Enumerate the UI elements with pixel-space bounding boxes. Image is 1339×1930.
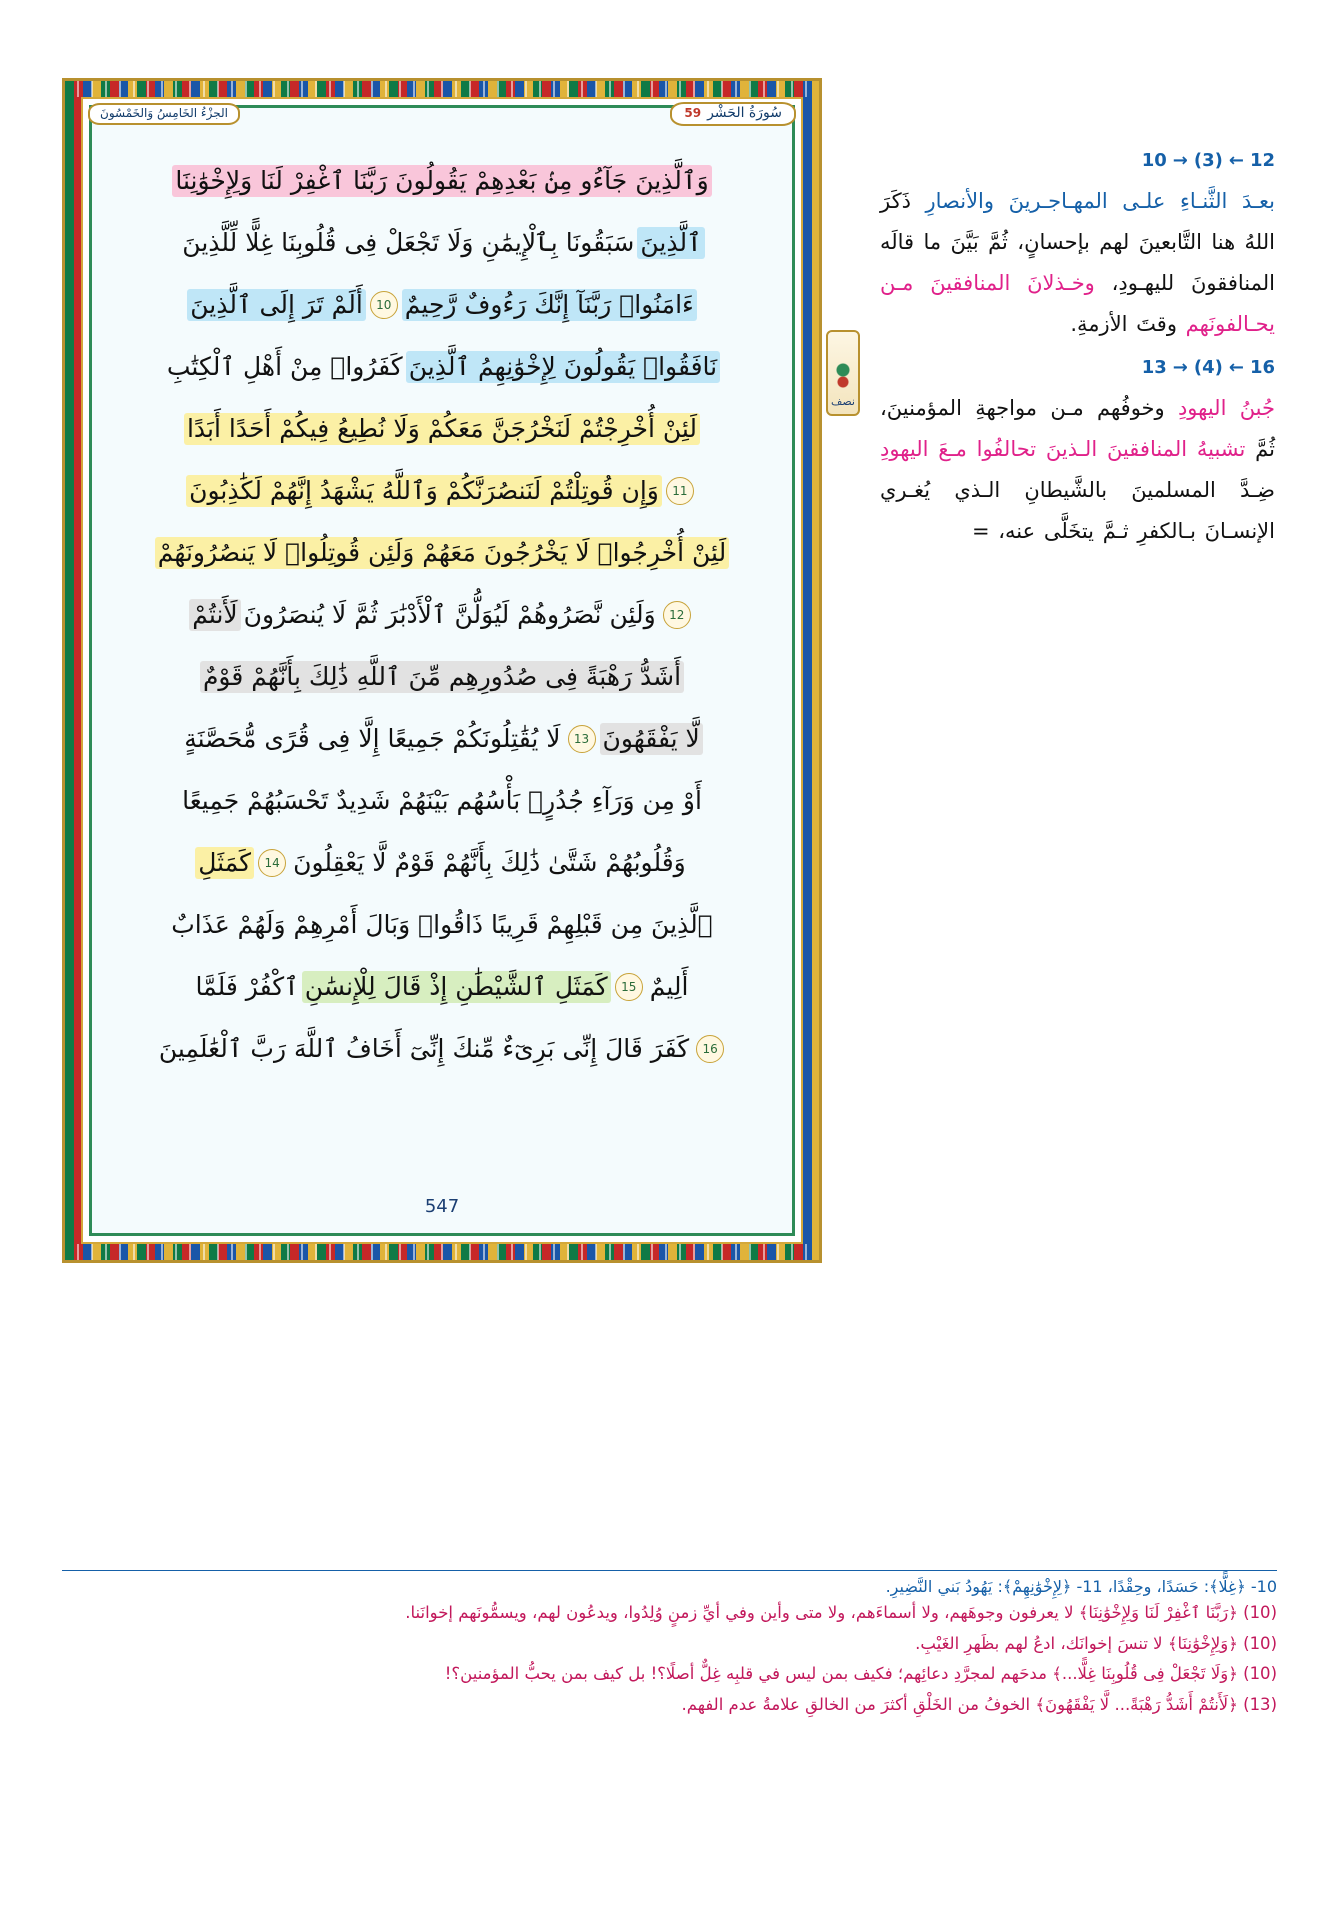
- quran-line: [92, 646, 792, 708]
- quran-line: [92, 212, 792, 274]
- footnotes-divider: [62, 1570, 1277, 1571]
- tafsir-run: بعـدَ الثَّنـاءِ علـى المهـاجـرينَ والأنصارِ: [910, 189, 1275, 213]
- quran-text: [92, 150, 792, 1240]
- quran-line: [92, 584, 792, 646]
- juz-label: الجزْءُ الخَامِسُ وَالخَمْسُونَ: [88, 103, 240, 125]
- quran-segment: وَإِن قُوتِلْتُمْ لَنَنصُرَنَّكُمْ وَٱللَّهُ يَشْهَدُ إِنَّهُمْ لَكَٰذِبُونَ: [186, 475, 662, 507]
- quran-segment: لَا يُقَٰتِلُونَكُمْ جَمِيعًا إِلَّا فِى قُرًى مُّحَصَّنَةٍ: [184, 724, 561, 754]
- hizb-marker: [826, 330, 860, 416]
- quran-line: [92, 460, 792, 522]
- tafsir-run: جُبنُ اليهودِ: [1164, 395, 1275, 420]
- surah-number: 59: [684, 106, 702, 120]
- quran-segment: نَافَقُوا۟ يَقُولُونَ لِإِخْوَٰنِهِمُ ٱلَّذِينَ: [406, 351, 720, 383]
- quran-line: [92, 770, 792, 832]
- tafsir-run: وخـذلانَ المنافقينَ مـن يحـالفونَهم: [880, 270, 1275, 336]
- arrow-right-icon: →: [1172, 150, 1188, 171]
- quran-segment: وَلَئِن نَّصَرُوهُمْ لَيُوَلُّنَّ ٱلْأَدْبَٰرَ ثُمَّ لَا يُنصَرُونَ: [243, 600, 656, 630]
- hizb-label: نصف: [831, 395, 855, 408]
- tafsir-block-header: [880, 150, 1275, 171]
- tafsir-run: ضِـدَّ المسلمينَ بالشَّيطانِ الـذي يُغـري الإنسـانَ بـالكفرِ ثـمَّ يتخَلَّى عنه، =: [880, 477, 1275, 543]
- tafsir-block-header: [880, 357, 1275, 378]
- header-right-number: 13: [1141, 356, 1167, 378]
- tafsir-paragraph: [880, 388, 1275, 552]
- ayah-number-marker: 11: [666, 477, 694, 505]
- quran-segment: لَأَنتُمْ: [189, 599, 240, 631]
- tafsir-run: تشبيهُ المنافقينَ الـذينَ تحالفُوا مـعَ اليهودِ: [880, 436, 1246, 461]
- quran-segment: ٱلَّذِينَ مِن قَبْلِهِمْ قَرِيبًا ذَاقُوا۟ وَبَالَ أَمْرِهِمْ وَلَهُمْ عَذَابٌ: [171, 910, 713, 940]
- quran-segment: لَئِنْ أُخْرِجْتُمْ لَنَخْرُجَنَّ مَعَكُمْ وَلَا نُطِيعُ فِيكُمْ أَحَدًا أَبَدًا: [184, 413, 700, 445]
- footnote-list: [62, 1598, 1277, 1720]
- quran-line: [92, 522, 792, 584]
- quran-segment: أَلِيمٌ: [649, 972, 689, 1002]
- quran-segment: وَقُلُوبُهُمْ شَتَّىٰ ذَٰلِكَ بِأَنَّهُمْ قَوْمٌ لَّا يَعْقِلُونَ: [293, 848, 686, 878]
- ayah-number-marker: 12: [663, 601, 691, 629]
- quran-segment: ٱلَّذِينَ: [637, 227, 704, 259]
- header-left-number: 12: [1249, 150, 1275, 171]
- header-left-number: 16: [1249, 356, 1275, 378]
- quran-segment: سَبَقُونَا بِٱلْإِيمَٰنِ وَلَا تَجْعَلْ فِى قُلُوبِنَا غِلًّا لِّلَّذِينَ: [182, 228, 635, 258]
- quran-line: [92, 1018, 792, 1080]
- quran-segment: كَمَثَلِ: [195, 847, 254, 879]
- page-number: 547: [424, 1196, 460, 1217]
- quran-segment: أَوْ مِن وَرَآءِ جُدُرٍۭ بَأْسُهُم بَيْنَهُمْ شَدِيدٌ تَحْسَبُهُمْ جَمِيعًا: [182, 786, 702, 816]
- quran-segment: كَفَرُوا۟ مِنْ أَهْلِ ٱلْكِتَٰبِ: [166, 352, 403, 382]
- quran-segment: ٱكْفُرْ فَلَمَّا: [195, 972, 299, 1002]
- quran-segment: وَٱلَّذِينَ جَآءُو مِنۢ بَعْدِهِمْ يَقُولُونَ رَبَّنَا ٱغْفِرْ لَنَا وَلِإِخْوَٰنِنَا: [172, 165, 711, 197]
- quran-segment: كَفَرَ قَالَ إِنِّى بَرِىٓءٌ مِّنكَ إِنِّىٓ أَخَافُ ٱللَّهَ رَبَّ ٱلْعَٰلَمِينَ: [158, 1034, 690, 1064]
- tafsir-run: وقتَ الأزمةِ.: [1070, 311, 1177, 336]
- tafsir-run: وخوفُهم مـن مواجهةِ المؤمنينَ، ثُمَّ: [880, 395, 1275, 461]
- header-group-index: (4): [1193, 356, 1223, 378]
- quran-line: [92, 894, 792, 956]
- header-right-number: 10: [1141, 150, 1167, 171]
- quran-segment: أَشَدُّ رَهْبَةً فِى صُدُورِهِم مِّنَ ٱللَّهِ ذَٰلِكَ بِأَنَّهُمْ قَوْمٌ: [200, 661, 684, 693]
- footnote-item: (10) ﴿وَلِإِخْوَٰنِنَا﴾ لا تنسَ إخوانَك، ادعُ لهم بظَهرِ الغَيْبِ.: [915, 1633, 1277, 1653]
- ayah-number-marker: 13: [568, 725, 596, 753]
- quran-segment: ءَامَنُوا۟ رَبَّنَآ إِنَّكَ رَءُوفٌ رَّحِيمٌ: [402, 289, 697, 321]
- tafsir-run: ذَكَرَ اللهُ هنا التَّابعينَ لهم بإحسانٍ، ثُمَّ بَيَّنَ ما قالَه المنافقونَ لليهـودِ،: [880, 189, 1276, 295]
- quran-line: [92, 398, 792, 460]
- tafsir-sidebar: [880, 150, 1275, 564]
- footnote-item: (13) ﴿لَأَنتُمْ أَشَدُّ رَهْبَةً... لَّا يَفْقَهُونَ﴾ الخوفُ من الخَلْقِ أكثرَ من الخالقِ علامةُ عدم الفهم.: [681, 1694, 1277, 1714]
- footnote-lexical: 10- ﴿غِلًّا﴾: حَسَدًا، وحِقْدًا، 11- ﴿لِإِخْوَٰنِهِمْ﴾: يَهُودُ بَني النَّضِيرِ.: [885, 1577, 1277, 1596]
- quran-line: [92, 274, 792, 336]
- arrow-left-icon: ←: [1228, 150, 1244, 171]
- footnote-item: (10) ﴿وَلَا تَجْعَلْ فِى قُلُوبِنَا غِلًّا...﴾ مدحَهم لمجرَّدِ دعائِهم؛ فكيف بمن ليس في قلبِه غِلٌّ أصلًا؟! بل كيف بمن يحبُّ المؤمنين؟!: [444, 1664, 1277, 1684]
- quran-line: [92, 832, 792, 894]
- quran-line: [92, 956, 792, 1018]
- quran-segment: كَمَثَلِ ٱلشَّيْطَٰنِ إِذْ قَالَ لِلْإِنسَٰنِ: [302, 971, 611, 1003]
- tafsir-paragraph: [880, 181, 1275, 345]
- quran-segment: لَئِنْ أُخْرِجُوا۟ لَا يَخْرُجُونَ مَعَهُمْ وَلَئِن قُوتِلُوا۟ لَا يَنصُرُونَهُمْ: [155, 537, 729, 569]
- footnotes-section: [62, 1570, 1277, 1720]
- quran-line: [92, 150, 792, 212]
- quran-segment: لَّا يَفْقَهُونَ: [600, 723, 703, 755]
- quran-line: [92, 336, 792, 398]
- arrow-left-icon: ←: [1228, 356, 1244, 378]
- ayah-number-marker: 14: [258, 849, 286, 877]
- ayah-number-marker: 10: [370, 291, 398, 319]
- footnote-item: (10) ﴿رَبَّنَا ٱغْفِرْ لَنَا وَلِإِخْوَٰنِنَا﴾ لا يعرفون وجوهَهم، ولا أسماءَهم، ولا متى وأين وفي أيِّ زمنٍ وُلِدُوا، ويدعُون لهم، ويسمُّونَهم إخوانَنا.: [405, 1603, 1277, 1622]
- ayah-number-marker: 15: [615, 973, 643, 1001]
- arrow-right-icon: →: [1172, 356, 1188, 378]
- frame-motif-bottom: [65, 1244, 819, 1260]
- quran-line: [92, 708, 792, 770]
- header-group-index: (3): [1193, 150, 1223, 171]
- ayah-number-marker: 16: [696, 1035, 724, 1063]
- quran-segment: أَلَمْ تَرَ إِلَى ٱلَّذِينَ: [187, 289, 366, 321]
- hizb-ornament-icon: [834, 361, 852, 391]
- surah-title: سُورَةُ الحَشْر: [707, 105, 782, 121]
- frame-motif-top: [65, 81, 819, 97]
